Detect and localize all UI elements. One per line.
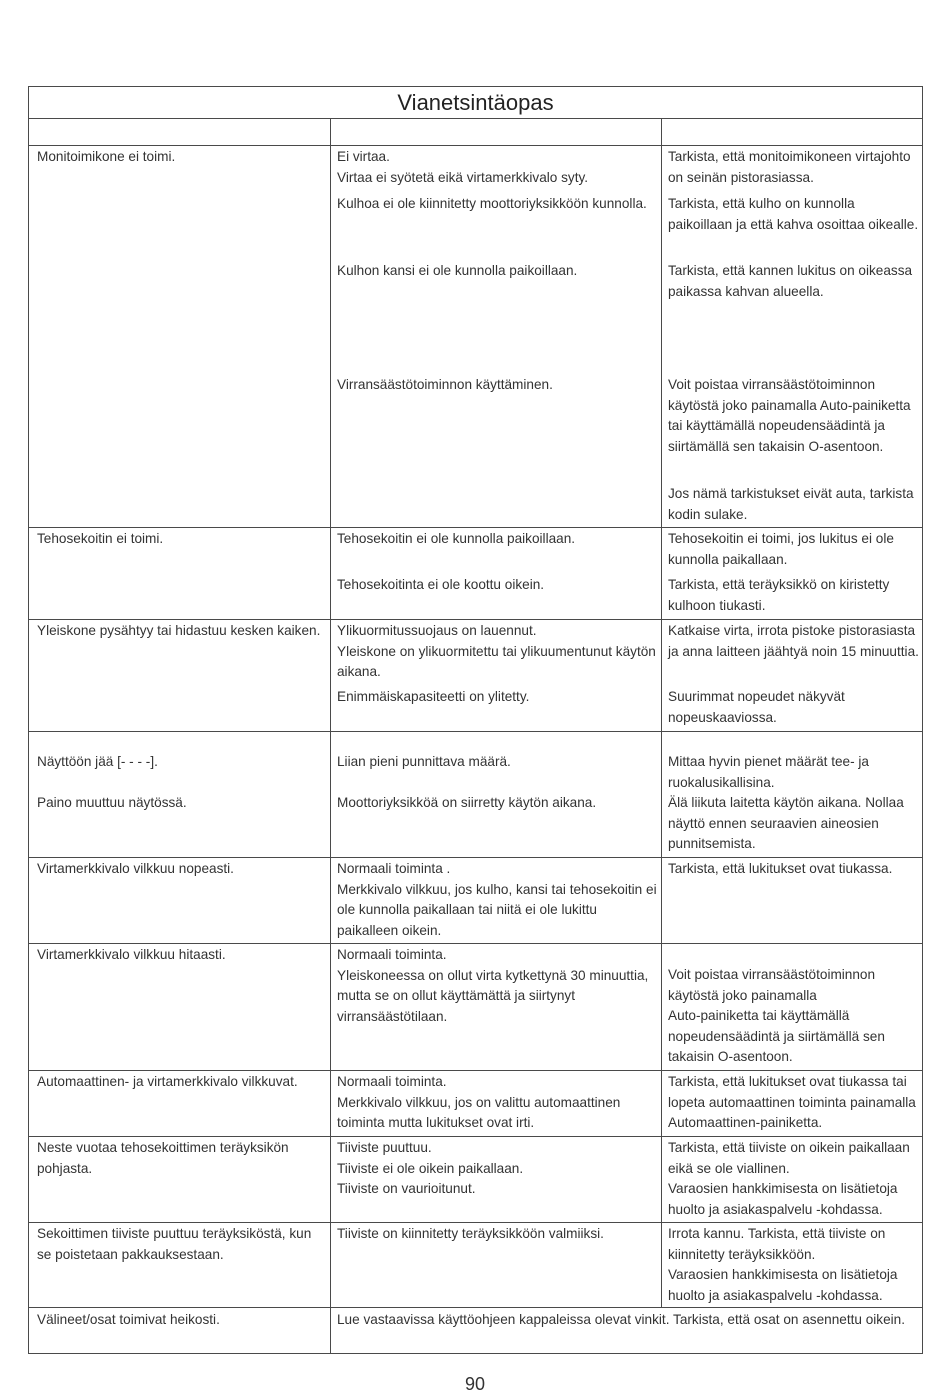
header-divider <box>28 145 923 146</box>
row-divider <box>28 1222 923 1223</box>
problem-cell: Virtamerkkivalo vilkkuu hitaasti. <box>37 947 226 962</box>
cause-cell: Moottoriyksikköä on siirretty käytön aikana. <box>337 795 597 810</box>
row-divider <box>28 619 923 620</box>
row-divider <box>28 1307 923 1308</box>
cause-cell: Tehosekoitin ei ole kunnolla paikoillaan. <box>337 531 576 546</box>
solution-cell: Voit poistaa virransäästötoiminnon käytöstä joko painamalla Auto-painiketta tai käyttämällä nopeudensäädintä ja siirtämällä sen takaisin O-asentoon. <box>668 967 885 1065</box>
page-number: 90 <box>464 1374 486 1394</box>
solution-cell: Mittaa hyvin pienet määrät tee- ja ruokalusikallisina. Älä liikuta laitetta käytön aikana. Nollaa näyttö ennen seuraavien aineosien punnitsemista. <box>668 754 904 852</box>
solution-cell: Tarkista, että lukitukset ovat tiukassa tai lopeta automaattinen toiminta painamalla Automaattinen-painiketta. <box>668 1074 916 1131</box>
cause-cell: Ylikuormitussuojaus on lauennut. Yleiskone on ylikuormitettu tai ylikuumentunut käytön aikana. <box>337 623 656 680</box>
column-divider <box>330 1307 331 1353</box>
cause-cell: Kulhon kansi ei ole kunnolla paikoillaan. <box>337 263 578 278</box>
solution-cell: Voit poistaa virransäästötoiminnon käytöstä joko painamalla Auto-painiketta tai käyttämällä nopeudensäädintä ja siirtämällä sen takaisin O-asentoon. <box>668 377 911 454</box>
solution-cell: Tehosekoitin ei toimi, jos lukitus ei ole kunnolla paikallaan. <box>668 531 894 567</box>
cause-cell: Tiiviste puuttuu. Tiiviste ei ole oikein paikallaan. Tiiviste on vaurioitunut. <box>337 1140 524 1197</box>
solution-cell: Irrota kannu. Tarkista, että tiiviste on kiinnitetty teräyksikköön. Varaosien hankkimisesta on lisätietoja huolto ja asiakaspalvelu -kohdassa. <box>668 1226 898 1303</box>
row-divider <box>28 1136 923 1137</box>
problem-cell: Näyttöön jää [- - - -]. <box>37 754 158 769</box>
cause-cell: Kulhoa ei ole kiinnitetty moottoriyksikköön kunnolla. <box>337 196 647 211</box>
combined-cell: Lue vastaavissa käyttöohjeen kappaleissa olevat vinkit. Tarkista, että osat on asennettu oikein. <box>337 1312 906 1327</box>
solution-cell: Suurimmat nopeudet näkyvät nopeuskaaviossa. <box>668 689 845 725</box>
cause-cell: Normaali toiminta. Yleiskoneessa on ollut virta kytkettynä 30 minuuttia, mutta se on ollut käyttämättä ja siirtynyt virransäästötilaan. <box>337 947 649 1024</box>
row-divider <box>28 527 923 528</box>
problem-cell: Automaattinen- ja virtamerkkivalo vilkkuvat. <box>37 1074 298 1089</box>
column-divider <box>661 118 662 1307</box>
row-divider <box>28 857 923 858</box>
solution-cell: Katkaise virta, irrota pistoke pistorasiasta ja anna laitteen jäähtyä noin 15 minuuttia. <box>668 623 919 659</box>
cause-cell: Normaali toiminta. Merkkivalo vilkkuu, jos on valittu automaattinen toiminta mutta lukitukset ovat irti. <box>337 1074 621 1131</box>
problem-cell: Monitoimikone ei toimi. <box>37 149 176 164</box>
cause-cell: Normaali toiminta . Merkkivalo vilkkuu, jos kulho, kansi tai tehosekoitin ei ole kunnolla paikallaan tai niitä ei ole lukittu paikalleen oikein. <box>337 861 657 938</box>
problem-cell: Paino muuttuu näytössä. <box>37 795 187 810</box>
problem-cell: Sekoittimen tiiviste puuttuu teräyksiköstä, kun se poistetaan pakkauksestaan. <box>37 1226 312 1262</box>
solution-cell: Jos nämä tarkistukset eivät auta, tarkista kodin sulake. <box>668 486 914 522</box>
problem-cell: Virtamerkkivalo vilkkuu nopeasti. <box>37 861 234 876</box>
solution-cell: Tarkista, että teräyksikkö on kiristetty kulhoon tiukasti. <box>668 577 890 613</box>
cause-cell: Enimmäiskapasiteetti on ylitetty. <box>337 689 530 704</box>
solution-cell: Tarkista, että kannen lukitus on oikeassa paikassa kahvan alueella. <box>668 263 913 299</box>
row-divider <box>28 943 923 944</box>
solution-cell: Tarkista, että kulho on kunnolla paikoillaan ja että kahva osoittaa oikealle. <box>668 196 919 232</box>
title-divider <box>28 118 923 119</box>
page-title: Vianetsintäopas <box>397 90 554 115</box>
cause-cell: Tehosekoitinta ei ole koottu oikein. <box>337 577 545 592</box>
cause-cell: Tiiviste on kiinnitetty teräyksikköön valmiiksi. <box>337 1226 604 1241</box>
cause-cell: Ei virtaa. Virtaa ei syötetä eikä virtamerkkivalo syty. <box>337 149 589 185</box>
problem-cell: Yleiskone pysähtyy tai hidastuu kesken kaiken. <box>37 623 321 638</box>
problem-cell: Tehosekoitin ei toimi. <box>37 531 164 546</box>
solution-cell: Tarkista, että tiiviste on oikein paikallaan eikä se ole viallinen. Varaosien hankkimisesta on lisätietoja huolto ja asiakaspalvelu -kohdassa. <box>668 1140 910 1217</box>
cause-cell: Liian pieni punnittava määrä. <box>337 754 511 769</box>
row-divider <box>28 1070 923 1071</box>
solution-cell: Tarkista, että monitoimikoneen virtajohto on seinän pistorasiassa. <box>668 149 911 185</box>
solution-cell: Tarkista, että lukitukset ovat tiukassa. <box>668 861 893 876</box>
problem-cell: Neste vuotaa tehosekoittimen teräyksikön pohjasta. <box>37 1140 289 1176</box>
cause-cell: Virransäästötoiminnon käyttäminen. <box>337 377 553 392</box>
column-divider <box>330 118 331 1307</box>
problem-cell: Välineet/osat toimivat heikosti. <box>37 1312 220 1327</box>
row-divider <box>28 731 923 732</box>
